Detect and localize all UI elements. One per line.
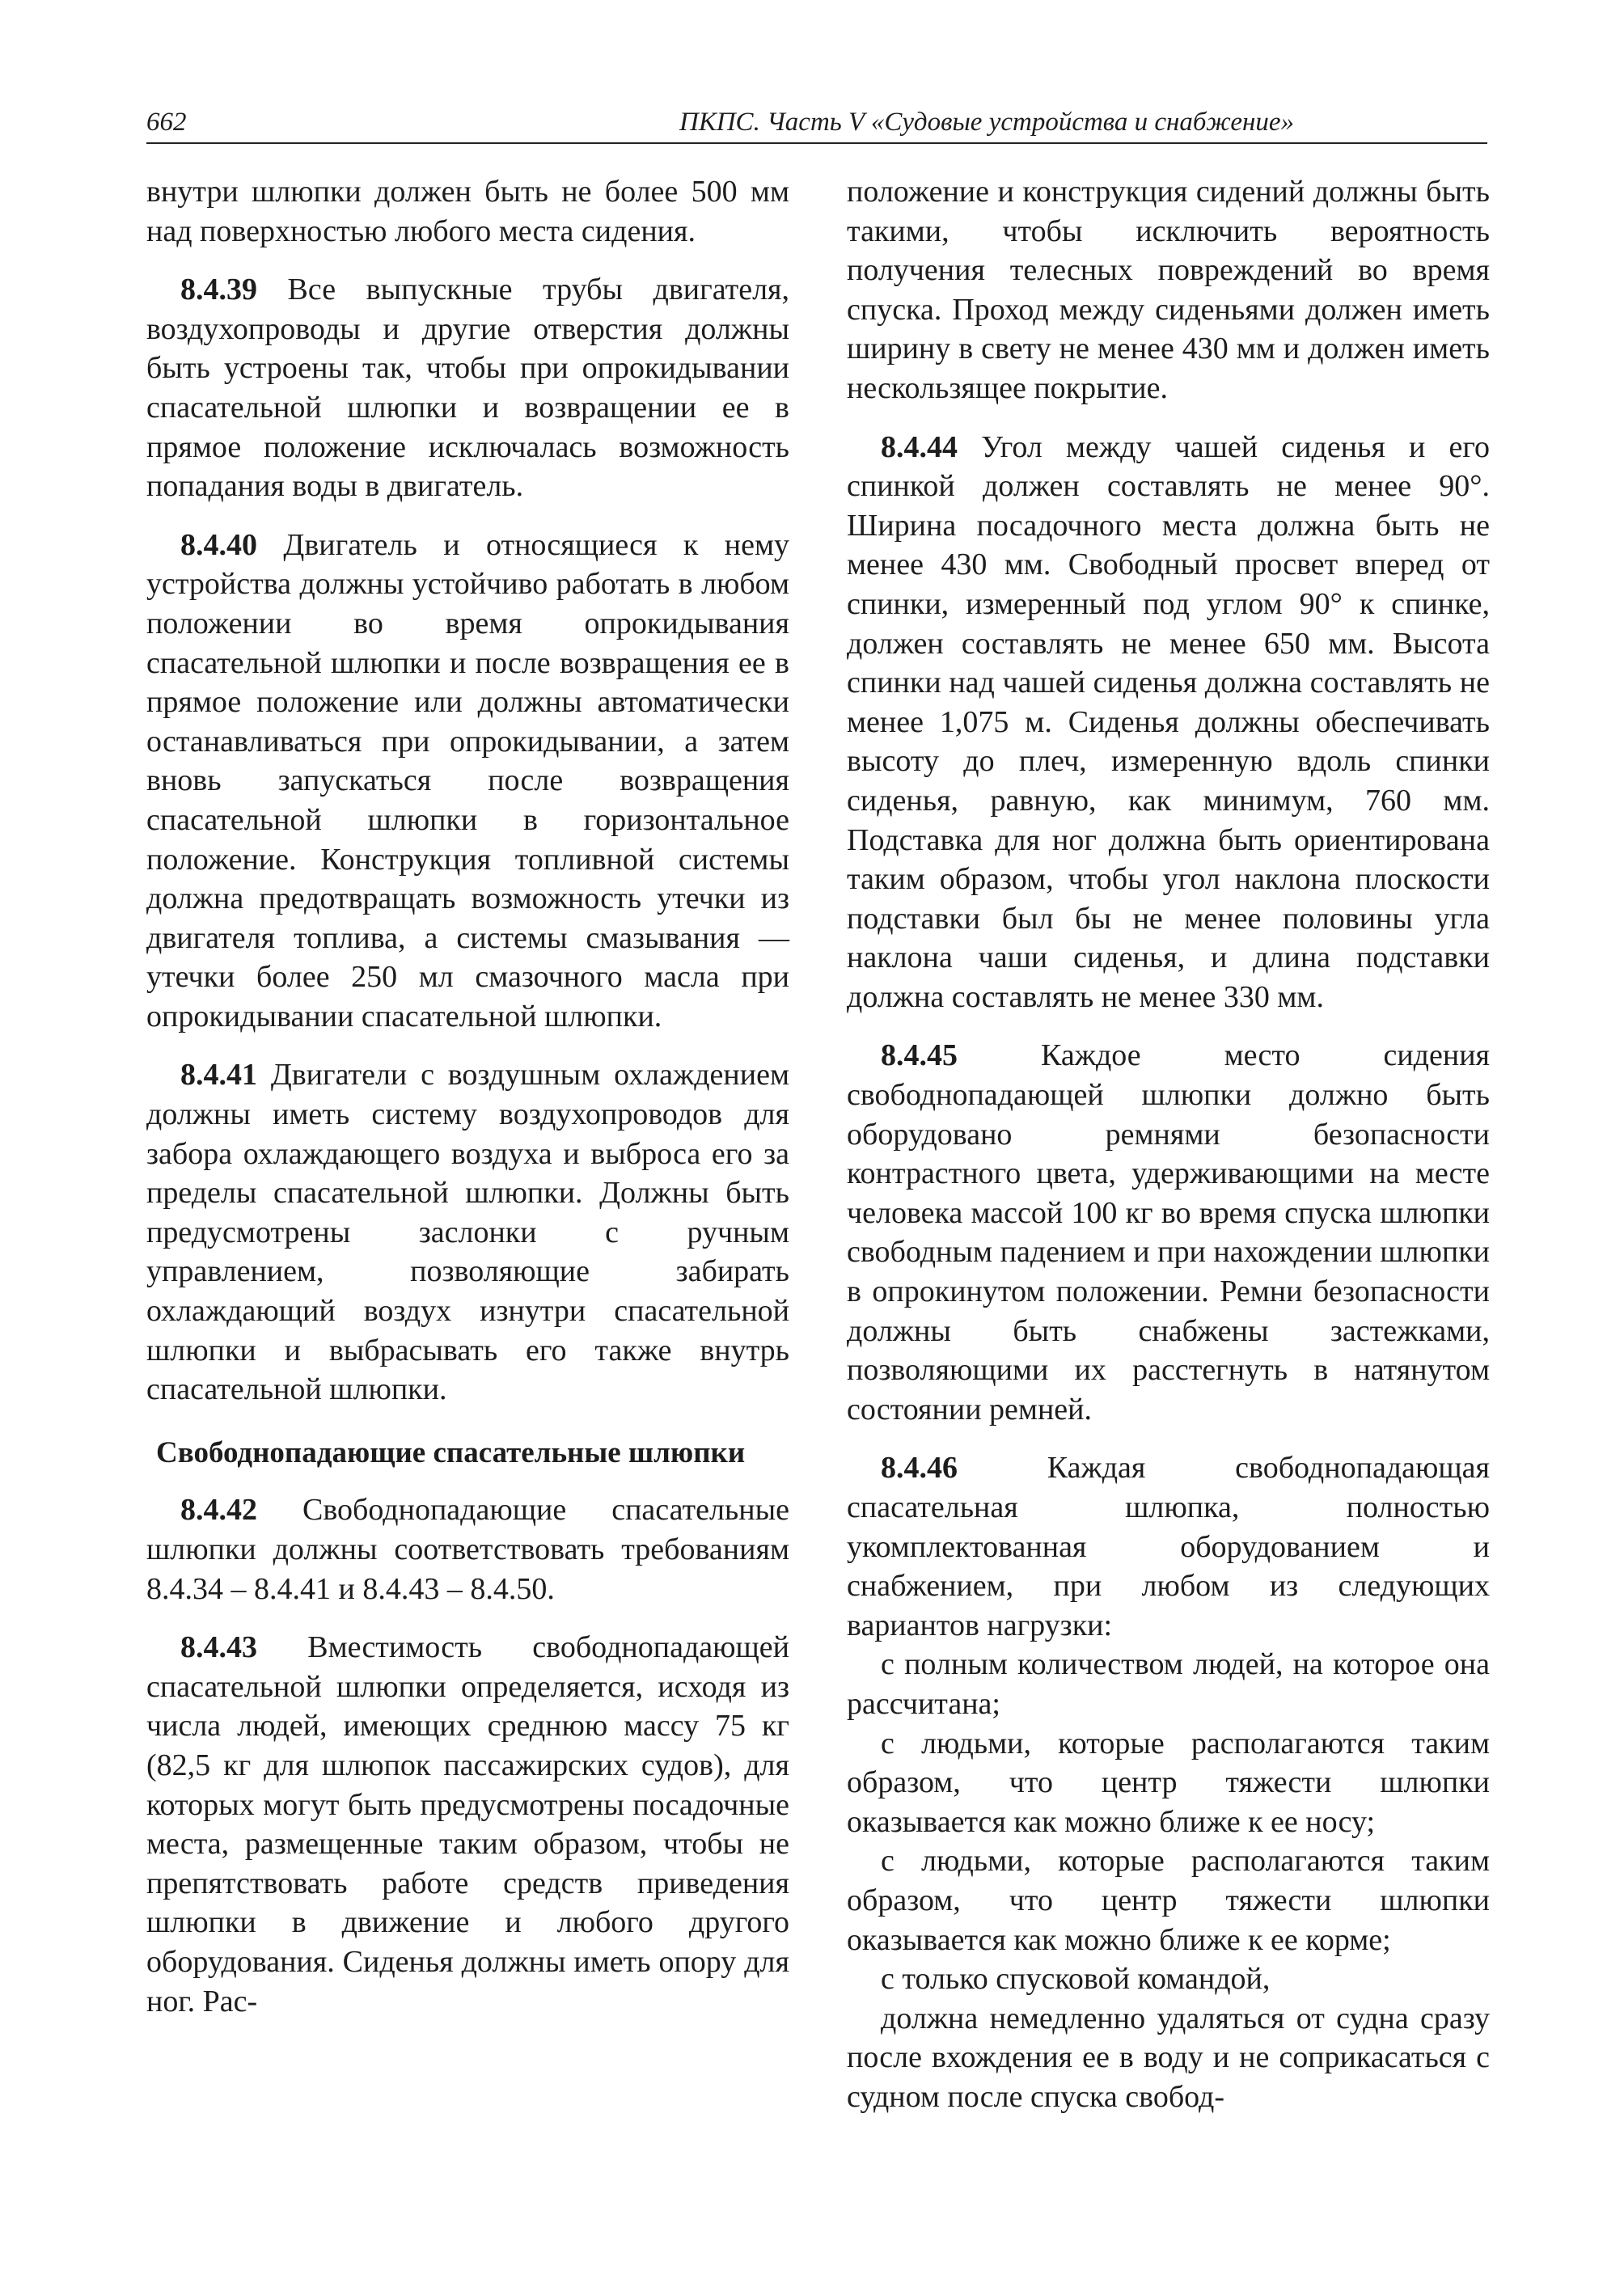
paragraph-text: Двигатели с воздушным охлаждением должны иметь систему воздухопроводов для забора охлаждающего воздуха и выброса его за пределы спасательной шлюпки. Должны быть предусмотрены заслонки с ручным управлением, позволяющие забирать охлаждающий воздух изнутри спасательной шлюпки и выбрасывать его также внутрь спасательной шлюпки.	[146, 1058, 789, 1407]
paragraph-continued	[146, 172, 789, 251]
paragraph-continued	[847, 172, 1490, 408]
section-number: 8.4.45	[881, 1038, 958, 1073]
paragraph-text: Свободнопадающие спасательные шлюпки должны соответствовать требованиям 8.4.34 – 8.4.41 и 8.4.43 – 8.4.50.	[146, 1493, 789, 1606]
paragraph-text: положение и конструкция сидений должны быть такими, чтобы исключить вероятность получения телесных повреждений во время спуска. Проход между сиденьями должен иметь ширину в свету не менее 430 мм и должен иметь нескользящее покрытие.	[847, 175, 1490, 405]
running-title: ПКПС. Часть V «Судовые устройства и снабжение»	[679, 108, 1294, 137]
page-header	[146, 95, 1487, 144]
right-column	[847, 172, 1490, 2117]
list-item: с людьми, которые располагаются таким образом, что центр тяжести шлюпки оказывается как можно ближе к ее корме;	[847, 1844, 1490, 1957]
paragraph-text: Все выпускные трубы двигателя, воздухопроводы и другие отверстия должны быть устроены так, чтобы при опрокидывании спасательной шлюпки и возвращении ее в прямое положение исключалась возможность попадания воды в двигатель.	[146, 273, 790, 504]
section-number: 8.4.43	[180, 1630, 257, 1665]
paragraph-8-4-44	[847, 428, 1490, 1017]
paragraph-text: Каждое место сидения свободнопадающей шлюпки должно быть оборудовано ремнями безопасности контрастного цвета, удерживающими на месте человека массой 100 кг во время спуска шлюпки свободным падением и при нахождении шлюпки в опрокинутом положении. Ремни безопасности должны быть снабжены застежками, позволяющими их расстегнуть в натянутом состоянии ремней.	[847, 1038, 1491, 1427]
section-number: 8.4.40	[180, 527, 257, 562]
section-number: 8.4.42	[180, 1493, 257, 1528]
list-item: с только спусковой командой,	[881, 1962, 1271, 1997]
paragraph-8-4-41	[146, 1055, 789, 1409]
section-number: 8.4.39	[180, 273, 257, 307]
paragraph-8-4-40	[146, 526, 789, 1037]
list-item: с людьми, которые располагаются таким образом, что центр тяжести шлюпки оказывается как можно ближе к ее носу;	[847, 1726, 1490, 1839]
paragraph-8-4-45	[847, 1036, 1490, 1429]
section-number: 8.4.44	[881, 429, 958, 464]
paragraph-8-4-42	[146, 1490, 789, 1608]
section-number: 8.4.41	[180, 1058, 257, 1093]
left-column	[146, 172, 789, 2040]
paragraph-text: Двигатель и относящиеся к нему устройства должны устойчиво работать в любом положении во время опрокидывания спасательной шлюпки и после возвращения ее в прямое положение или должны автоматически останавливаться при опрокидывании, а затем вновь запускаться после возвращения спасательной шлюпки в горизонтальное положение. Конструкция топливной системы должна предотвращать возможность утечки из двигателя топлива, а системы смазывания — утечки более 250 мл смазочного масла при опрокидывании спасательной шлюпки.	[146, 527, 789, 1033]
page-number: 662	[146, 108, 187, 137]
paragraph-text: Каждая свободнопадающая спасательная шлюпка, полностью укомплектованная оборудованием и снабжением, при любом из следующих вариантов нагрузки:	[847, 1451, 1490, 1642]
paragraph-8-4-43	[146, 1628, 789, 2021]
paragraph-text: Угол между чашей сиденья и его спинкой должен составлять не менее 90°. Ширина посадочного места должна быть не менее 430 мм. Свободный просвет вперед от спинки, измеренный под углом 90° к спинке, должен составлять не менее 650 мм. Высота спинки над чашей сиденья должна составлять не менее 1,075 м. Сиденья должны обеспечивать высоту до плеч, измеренную вдоль спинки сиденья, равную, как минимум, 760 мм. Подставка для ног должна быть ориентирована таким образом, чтобы угол наклона плоскости подставки был бы не менее половины угла наклона чаши сиденья, и длина подставки должна составлять не менее 330 мм.	[847, 429, 1491, 1014]
paragraph-8-4-46	[847, 1448, 1490, 1645]
subsection-heading: Свободнопадающие спасательные шлюпки	[156, 1435, 746, 1469]
paragraph-8-4-39	[146, 270, 789, 506]
paragraph-text: внутри шлюпки должен быть не более 500 мм над поверхностью любого места сидения.	[146, 175, 789, 248]
paragraph-text: должна немедленно удаляться от судна сразу после вхождения ее в воду и не соприкасаться с судном после спуска свобод-	[847, 2001, 1490, 2114]
section-number: 8.4.46	[881, 1451, 958, 1486]
list-item: с полным количеством людей, на которое она рассчитана;	[847, 1647, 1490, 1721]
paragraph-text: Вместимость свободнопадающей спасательной шлюпки определяется, исходя из числа людей, имеющих среднюю массу 75 кг (82,5 кг для шлюпок пассажирских судов), для которых могут быть предусмотрены посадочные места, размещенные таким образом, чтобы не препятствовать работе средств приведения шлюпки в движение и любого другого оборудования. Сиденья должны иметь опору для ног. Рас-	[146, 1630, 789, 2018]
